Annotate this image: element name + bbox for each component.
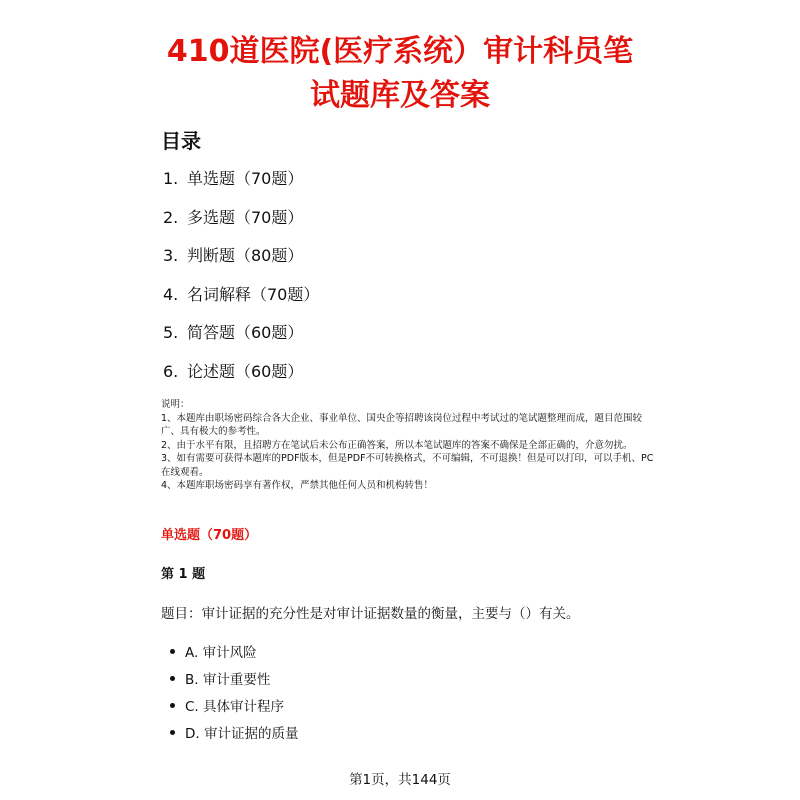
section-title: 单选题（70题） xyxy=(161,528,258,543)
toc-item xyxy=(163,356,319,395)
toc-item-number: 3. xyxy=(163,246,179,265)
answer-option-label: B. 审计重要性 xyxy=(185,672,271,688)
question-number: 第 1 题 xyxy=(161,567,206,582)
toc-item-number: 6. xyxy=(163,361,179,381)
answer-option xyxy=(170,723,298,750)
answer-option xyxy=(170,669,298,696)
answer-option xyxy=(170,696,298,723)
toc-item-label: 判断题（80题） xyxy=(187,246,304,265)
toc-item-label: 简答题（60题） xyxy=(187,323,304,342)
toc-item-number: 5. xyxy=(163,323,179,342)
table-of-contents xyxy=(163,163,319,394)
question-text: 题目：审计证据的充分性是对审计证据数量的衡量，主要与（）有关。 xyxy=(161,606,580,622)
toc-item-number: 1. xyxy=(163,169,179,188)
answer-option-label: C. 具体审计程序 xyxy=(185,699,285,715)
toc-item xyxy=(163,202,319,241)
toc-item xyxy=(163,317,319,356)
document-title-line-2: 试题库及答案 xyxy=(310,78,490,113)
toc-item xyxy=(163,163,319,202)
document-title-line-1: 410道医院(医疗系统）审计科员笔 xyxy=(166,34,634,69)
bullet-icon xyxy=(170,730,175,735)
toc-item-number: 4. xyxy=(163,284,179,304)
note-line: 2、由于水平有限，且招聘方在笔试后未公布正确答案，所以本笔试题库的答案不确保是全部正确的，介意勿扰。 xyxy=(161,439,633,451)
answer-options xyxy=(170,642,298,750)
note-line: 4、本题库职场密码享有著作权，严禁其他任何人员和机构转售！ xyxy=(161,480,434,491)
notes-block xyxy=(161,398,661,493)
note-line: 1、本题库由职场密码综合各大企业、事业单位、国央企等招聘该岗位过程中考试过的笔试题整理而成，题目范围较广、具有极大的参考性。 xyxy=(161,412,643,437)
answer-option xyxy=(170,642,298,669)
toc-item xyxy=(163,279,319,318)
toc-item-label: 多选题（70题） xyxy=(187,207,304,227)
answer-option-label: D. 审计证据的质量 xyxy=(185,726,299,742)
toc-heading: 目录 xyxy=(161,129,201,153)
bullet-icon xyxy=(170,676,175,681)
toc-item-label: 名词解释（70题） xyxy=(187,284,320,304)
toc-item-label: 单选题（70题） xyxy=(187,169,304,188)
toc-item-number: 2. xyxy=(163,207,179,227)
page-footer: 第1页，共144页 xyxy=(349,772,451,788)
toc-item xyxy=(163,240,319,279)
answer-option-label: A. 审计风险 xyxy=(185,645,257,661)
notes-heading: 说明： xyxy=(161,399,190,410)
bullet-icon xyxy=(170,649,175,654)
bullet-icon xyxy=(170,703,175,708)
toc-item-label: 论述题（60题） xyxy=(187,361,304,381)
note-line: 3、如有需要可获得本题库的PDF版本，但是PDF不可转换格式，不可编辑，不可退换！但是可以打印，可以手机、PC在线观看。 xyxy=(161,453,654,478)
